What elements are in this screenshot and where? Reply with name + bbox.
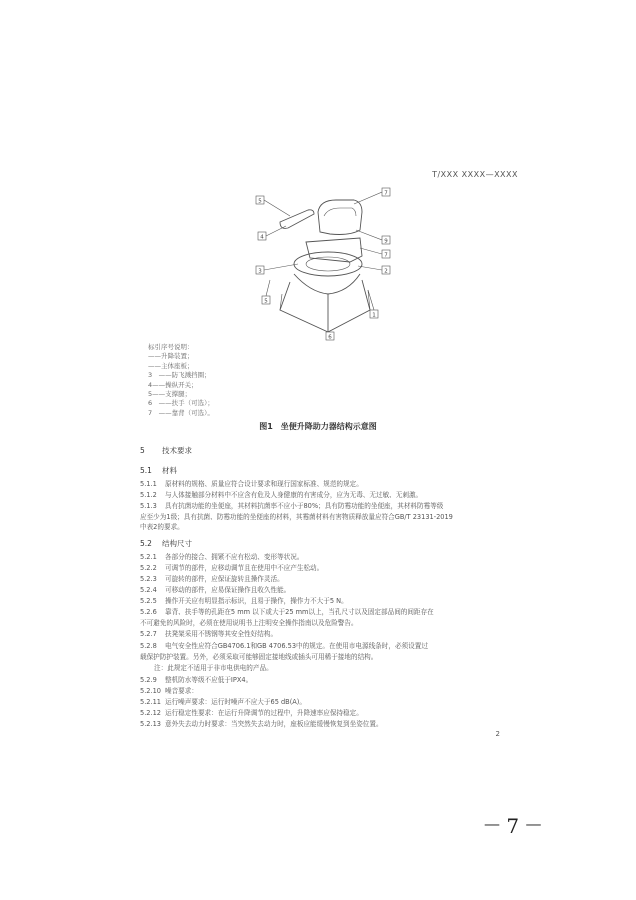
clause-5-2-6 (140, 607, 502, 628)
backrest (318, 200, 362, 235)
dash-right: — (525, 814, 542, 833)
clause-number: 5.2.11 (140, 698, 161, 706)
clause-text: 原材料的规格、质量应符合设计要求和现行国家标准、规范的规定。 (165, 480, 363, 488)
callout-label: 3 (258, 268, 262, 275)
clause-text: 意外失去动力时要求：当突然失去动力时，座板应能缓慢恢复到坐姿位置。 (165, 720, 383, 728)
legend-title: 标引序号说明： (148, 343, 194, 351)
subsection-heading (140, 538, 192, 549)
clause-number: 5.2.2 (140, 564, 157, 572)
callout-label: 5 (258, 198, 262, 205)
clause-number: 5.1.1 (140, 480, 157, 488)
clause-text: 操作开关应有明显指示标识，且易于操作，操作力不大于5 N。 (165, 597, 348, 605)
subsection-heading (140, 465, 177, 476)
subsection-title: 材料 (162, 466, 177, 475)
legend-item: 7 ——靠背（可选）。 (148, 408, 214, 417)
clause-5-2-11 (140, 697, 502, 708)
legend-item: 6 ——扶手（可选）； (148, 399, 214, 408)
clause-number: 5.2.4 (140, 586, 157, 594)
clause-text: 可移动的部件，应易保证操作且收久性能。 (165, 586, 291, 594)
callout-label: 7 (384, 252, 388, 259)
clause-5-2-3 (140, 574, 502, 585)
clause-number: 5.2.5 (140, 597, 157, 605)
legend-item: ——升降装置； (148, 352, 194, 361)
clause-number: 5.2.10 (140, 687, 161, 695)
callout-label: 5 (264, 298, 268, 305)
outer-page-number-block (484, 814, 541, 838)
clause-text: 电气安全性应符合GB4706.1和GB 4706.53中的规定。在使用市电源线条时，必须设置过 (165, 642, 428, 650)
callout-label: 4 (260, 234, 264, 241)
clause-text: 靠背、扶手等的孔距在5 mm 以下或大于25 mm以上，当孔尺寸以及固定部品间的间距存在 (165, 608, 434, 616)
clause-text: 与人体接触部分材料中不应含有危及人身健康的有害成分，应为无毒、无过敏、无刺激。 (165, 491, 423, 499)
subsection-title: 结构尺寸 (162, 539, 192, 548)
callout-label: 1 (372, 312, 376, 319)
clause-number: 5.2.3 (140, 575, 157, 583)
clause-text: 载保护防护装置。另外，必须采取可能够固定接地线或插头可用稀于接地的结构。 (140, 652, 378, 661)
clause-text: 噪音要求： (165, 687, 198, 695)
note-text: 注：此规定不适用于非市电供电的产品。 (154, 664, 273, 672)
callout-label: 7 (384, 190, 388, 197)
callout-label: 2 (384, 268, 388, 275)
clause-number: 5.2.8 (140, 642, 157, 650)
outer-page-number: 7 (506, 814, 520, 838)
clause-5-2-4 (140, 585, 502, 596)
legend-item: 4——操纵开关； (148, 380, 198, 389)
clause-number: 5.1.2 (140, 491, 157, 499)
clause-note (140, 663, 502, 674)
structure-diagram (250, 182, 400, 342)
clause-number: 5.2.13 (140, 720, 161, 728)
clause-5-2-9 (140, 675, 502, 686)
clause-5-2-13 (140, 719, 502, 730)
clause-5-1-2 (140, 490, 502, 501)
clause-text: 不可避免的风险时，必须在使用说明书上注明安全操作指南以及危险警告。 (140, 618, 358, 627)
clause-text: 具有抗菌功能的坐便座，其材料抗菌率不应小于80%；具有防霉功能的坐便座，其材料防霉等级 (165, 502, 444, 510)
lift-body (306, 238, 362, 262)
legend-item: 5——支撑腿； (148, 390, 192, 399)
seat-ring (294, 252, 362, 276)
callout-label: 6 (328, 334, 332, 341)
dash-left: — (484, 814, 500, 833)
clause-text: 中表2的要求。 (140, 523, 184, 532)
clause-text: 整机防水等级不应低于IPX4。 (165, 676, 253, 684)
clause-5-1-3 (140, 501, 502, 533)
clause-5-2-10 (140, 686, 502, 697)
clause-text: 各部分的接合、拥紧不应有松动、变形等状况。 (165, 553, 304, 561)
clause-text: 可调节的部件，应移动调节且在使用中不应产生松动。 (165, 564, 324, 572)
figure-legend (148, 343, 214, 418)
clause-5-2-12 (140, 708, 502, 719)
clause-5-1-1 (140, 479, 502, 490)
clause-text: 应至少为1级；具有抗菌、防霉功能的坐便座的材料，其霉菌材料有害物质释放量应符合GB/T 23131-2019 (140, 512, 453, 521)
clause-text: 可旋转的部件，应保证旋转且操作灵活。 (165, 575, 284, 583)
clause-5-2-8 (140, 641, 502, 662)
figure-caption: 图1 坐便升降助力器结构示意图 (259, 422, 377, 431)
subsection-number: 5.2 (140, 539, 152, 548)
clause-text: 运行噪声要求：运行时噪声不应大于65 dB(A)。 (165, 698, 306, 706)
clause-number: 5.2.7 (140, 630, 157, 638)
inner-page-number: 2 (495, 730, 500, 738)
clause-number: 5.2.12 (140, 709, 161, 717)
clause-number: 5.2.1 (140, 553, 157, 561)
section-title: 技术要求 (162, 446, 192, 455)
clause-5-2-7 (140, 629, 502, 640)
callout-label: 9 (384, 238, 388, 245)
subsection-number: 5.1 (140, 466, 152, 475)
clause-number: 5.2.9 (140, 676, 157, 684)
clause-number: 5.2.6 (140, 608, 157, 616)
legend-item: 3 ——防飞溅挡圈； (148, 371, 211, 380)
clause-5-2-5 (140, 596, 502, 607)
section-heading (140, 445, 192, 456)
clause-5-2-2 (140, 563, 502, 574)
armrest (280, 210, 314, 229)
clause-5-2-1 (140, 552, 502, 563)
legend-item: ——主体座板； (148, 361, 194, 370)
clause-text: 运行稳定性要求：在运行升降调节的过程中，升降速率应保持稳定。 (165, 709, 363, 717)
clause-number: 5.1.3 (140, 502, 157, 510)
clause-text: 扶凳架采用不锈钢等其安全性好结构。 (165, 630, 278, 638)
section-number: 5 (140, 446, 145, 455)
support-legs (280, 280, 370, 332)
standard-number: T/XXX XXXX—XXXX (432, 170, 518, 179)
